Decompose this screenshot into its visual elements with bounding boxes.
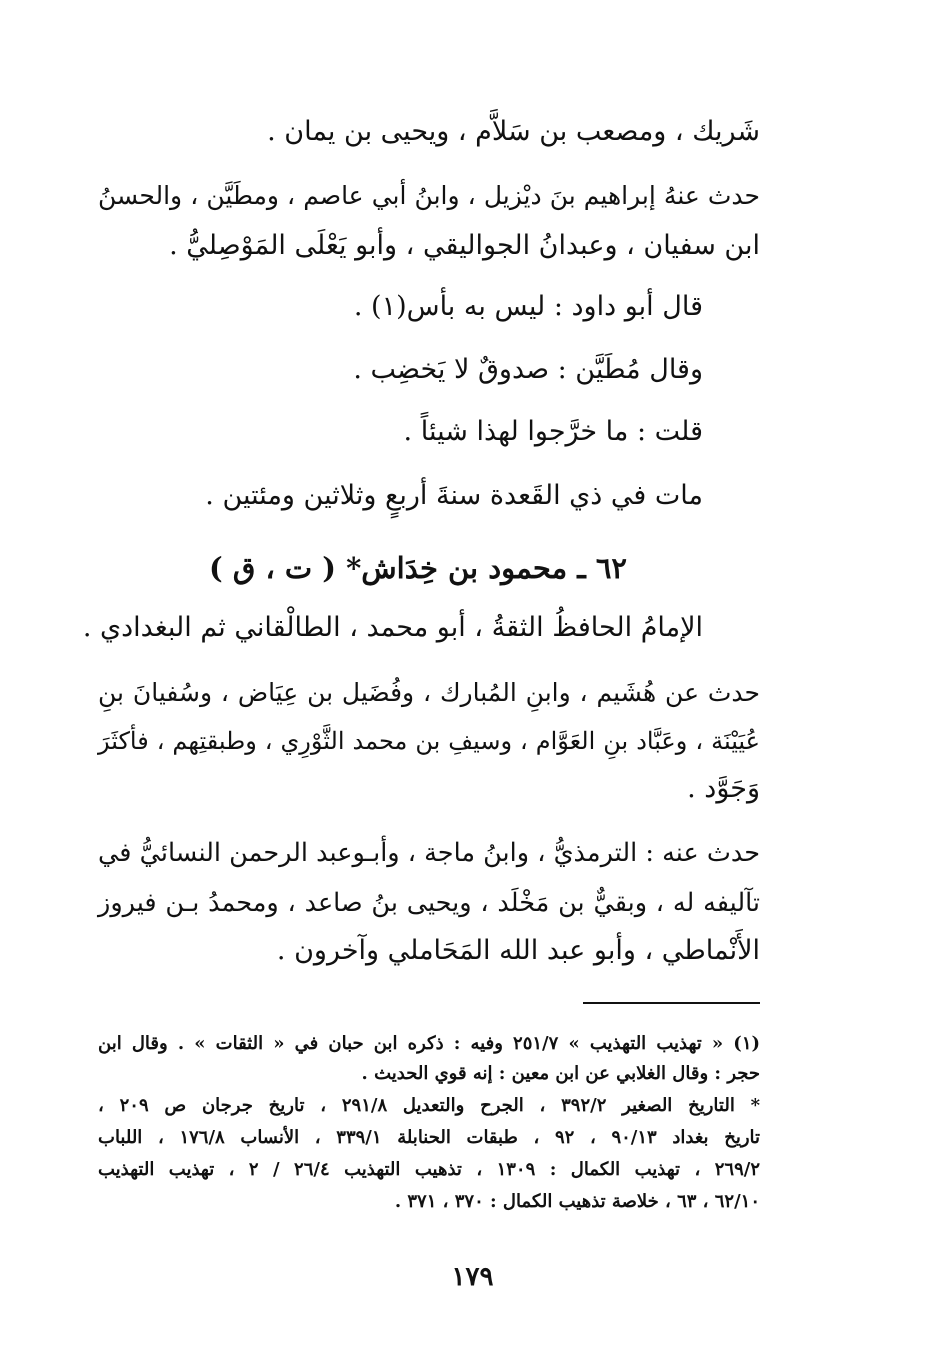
footnote-line: ٢٦٩/٢ ، تهذيب الكمال : ١٣٠٩ ، تذهيب التهذيب ٢٦/٤ / ٢ ، تهذيب التهذيب [98,1159,760,1180]
page-number: ١٧٩ [451,1262,494,1292]
text-line: حدث عنه : الترمذيُّ ، وابنُ ماجة ، وأبـوعبد الرحمن النسائيُّ في [98,838,760,868]
text-line: وقال مُطَيَّن : صدوقٌ لا يَخضِب . [353,354,703,385]
footnote-divider [583,1002,760,1004]
footnote-line: ٦٢/١٠ ، ٦٣ ، خلاصة تذهيب الكمال : ٣٧٠ ، ٣٧١ . [394,1191,760,1212]
footnote-line: حجر : وقال الغلابي عن ابن معين : إنه قوي الحديث . [361,1063,760,1084]
text-line: وَجَوَّد . [687,773,760,804]
text-line: ابن سفيان ، وعبدانُ الجواليقي ، وأبو يَعْلَى المَوْصِليُّ . [169,230,760,261]
entry-heading: ٦٢ ـ محمود بن خِدَاش* ( ت ، ق ) [209,551,627,585]
text-line: مات في ذي القَعدة سنةَ أربعٍ وثلاثين ومئتين . [205,480,703,511]
text-line: عُيَيْنَة ، وعَبَّاد بنِ العَوَّام ، وسيفِ بن محمد الثَّوْرِي ، وطبقتِهم ، فأكثَرَ [98,727,760,755]
text-line: تآليفه له ، وبقيٌّ بن مَخْلَد ، ويحيى بنُ صاعد ، ومحمدُ بـن فيروز [98,888,760,918]
text-line: قلت : ما خرَّجوا لهذا شيئاً . [403,416,703,447]
text-line: حدث عنهُ إبراهيم بنَ ديْزيل ، وابنُ أبي عاصم ، ومطَيَّن ، والحسنُ [98,181,760,210]
text-line: الإمامُ الحافظُ الثقةُ ، أبو محمد ، الطالْقاني ثم البغدادي . [82,612,703,643]
text-line: الأَنْماطي ، وأبو عبد الله المَحَاملي وآخرون . [276,935,760,966]
text-line: شَريك ، ومصعب بن سَلاَّم ، ويحيى بن يمان . [267,116,760,147]
footnote-line: * التاريخ الصغير ٣٩٢/٢ ، الجرح والتعديل ٢٩١/٨ ، تاريخ جرجان ص ٢٠٩ ، [98,1095,761,1116]
footnote-line: (١) « تهذيب التهذيب » ٢٥١/٧ وفيه : ذكره ابن حبان في « الثقات » . وقال ابن [98,1033,761,1054]
text-line: حدث عن هُشَيم ، وابنِ المُبارك ، وفُضَيل بن عِيَاض ، وسُفيانَ بنِ [98,678,760,707]
footnote-line: تاريخ بغداد ٩٠/١٣ ، ٩٢ ، طبقات الحنابلة ٣٣٩/١ ، الأنساب ١٧٦/٨ ، اللباب [98,1127,761,1148]
text-line: قال أبو داود : ليس به بأس(١) . [353,291,703,322]
